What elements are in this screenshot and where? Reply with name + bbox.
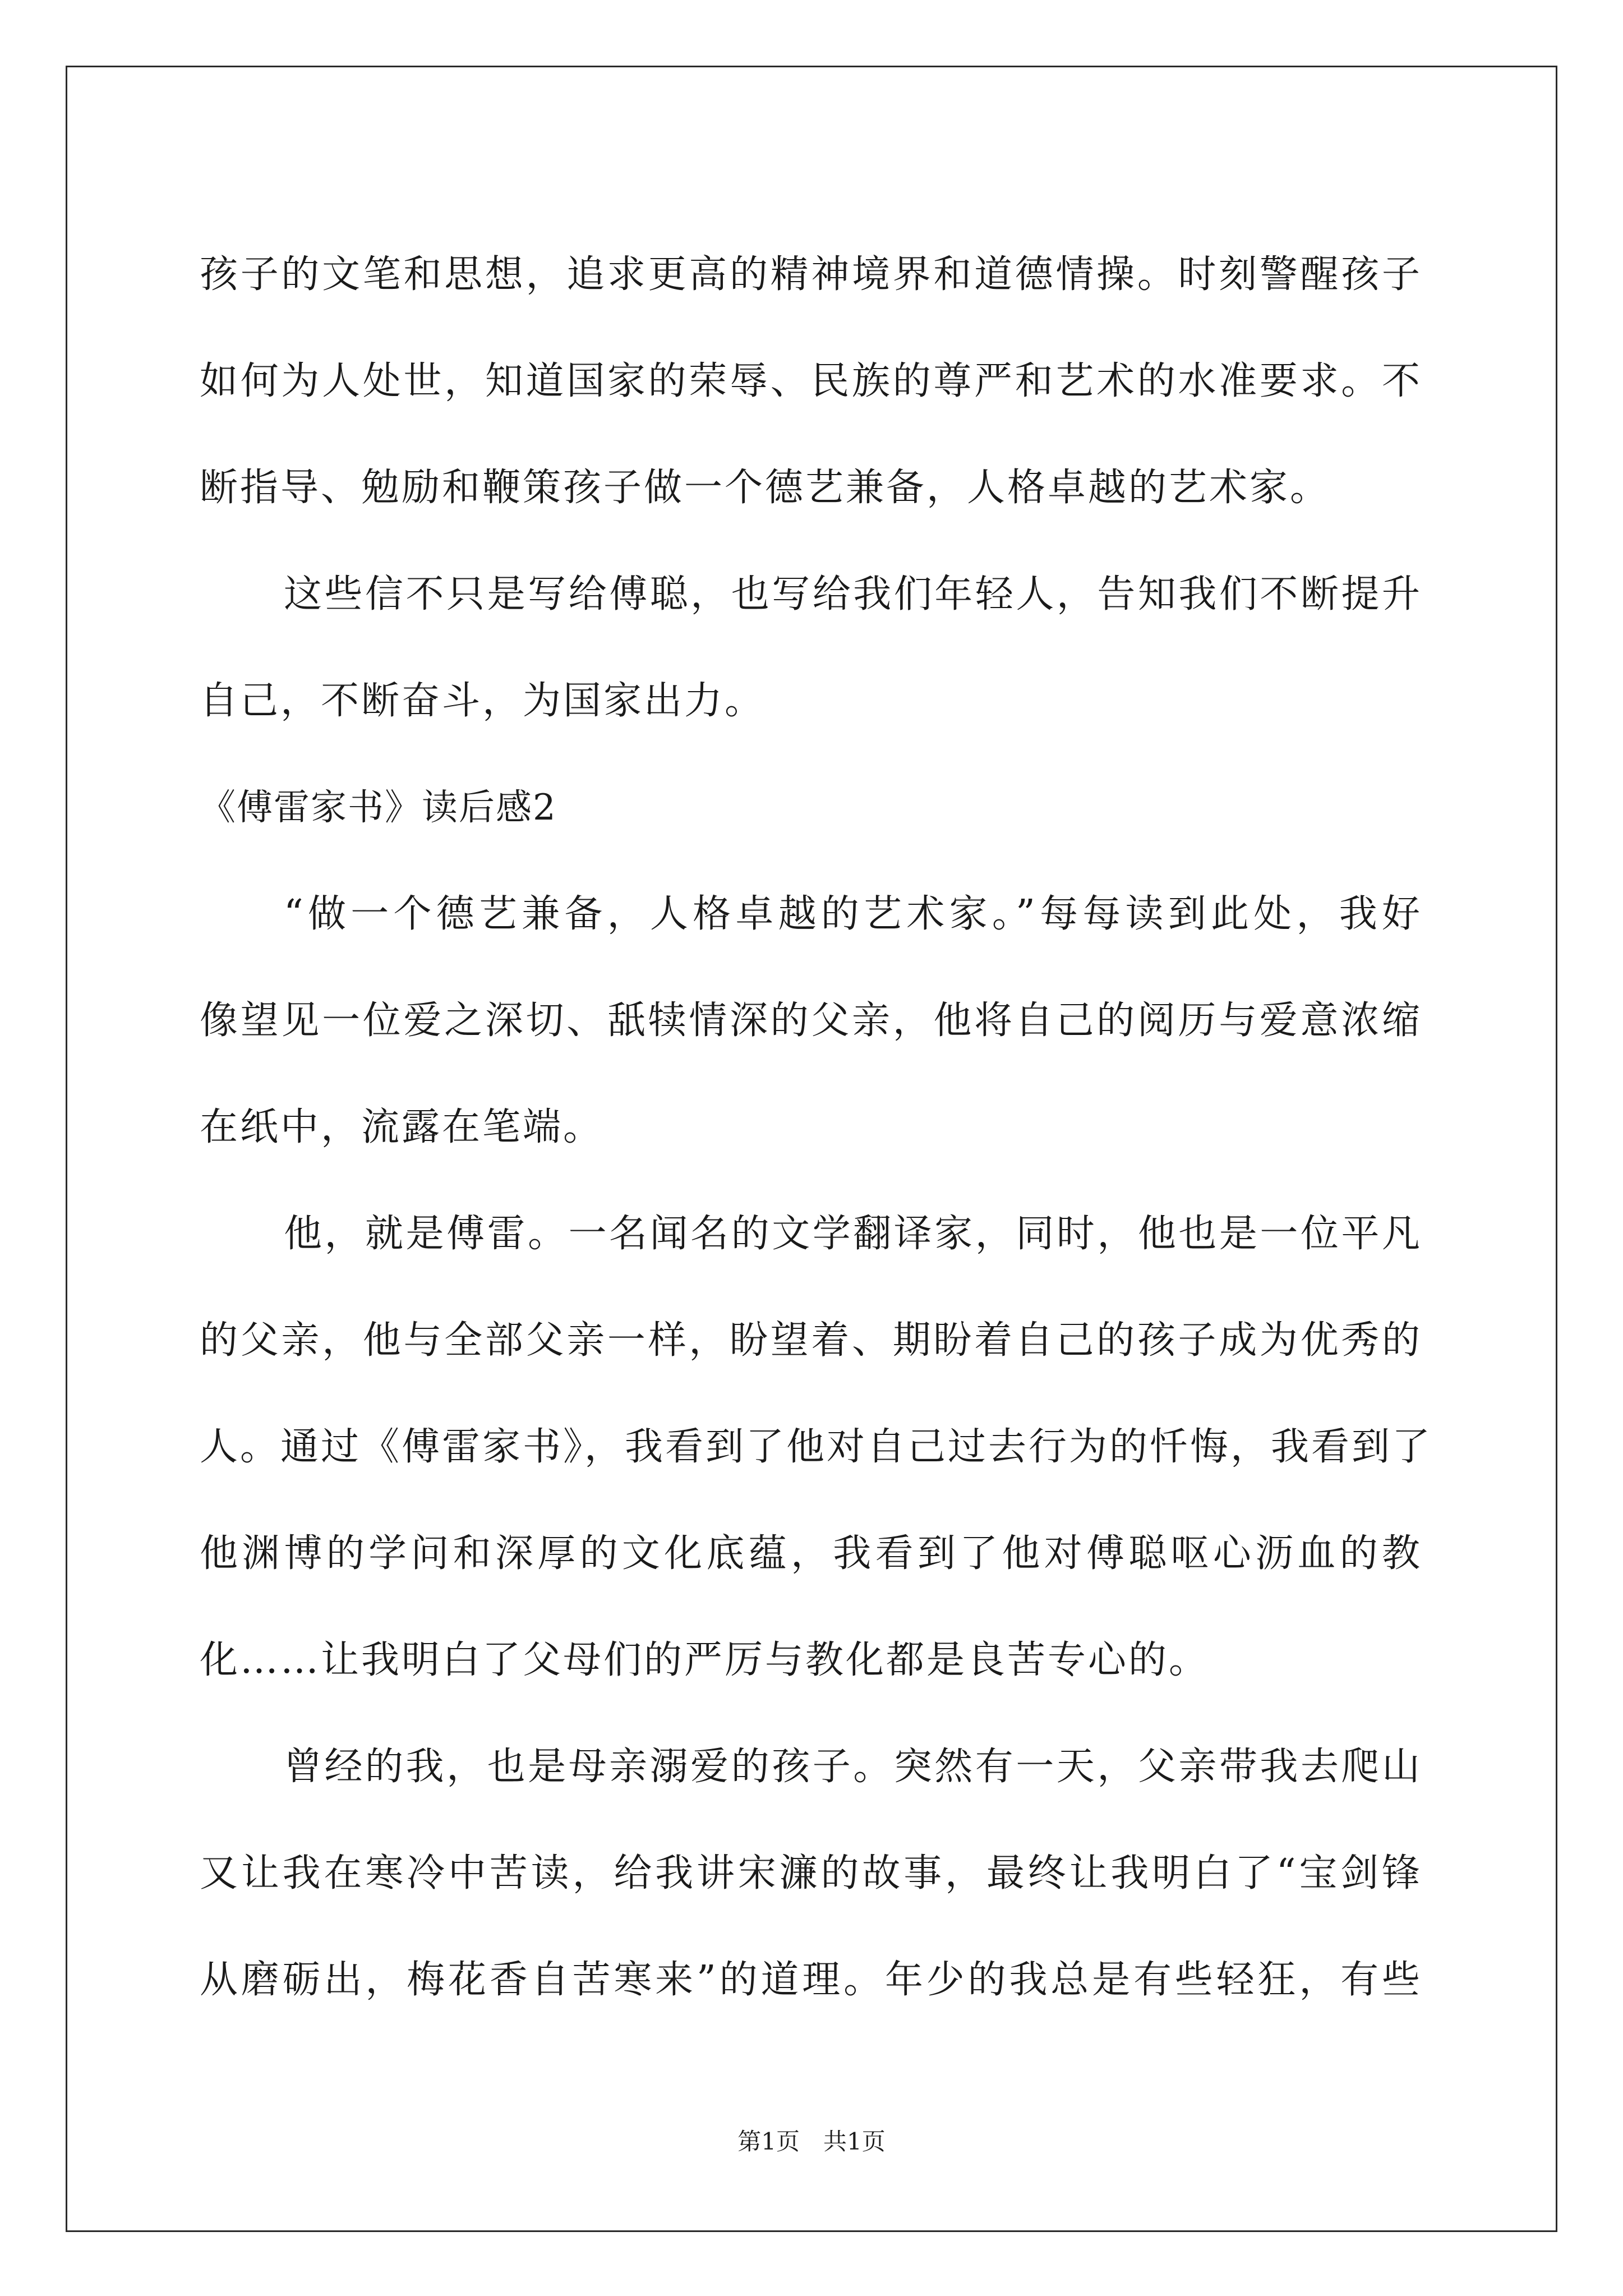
text-line: 这些信不只是写给傅聪，也写给我们年轻人，告知我们不断提升 <box>284 572 1422 616</box>
text-line: 他渊博的学问和深厚的文化底蕴，我看到了他对傅聪呕心沥血的教 <box>200 1531 1422 1576</box>
text-line: 在纸中，流露在笔端。 <box>200 1105 604 1149</box>
text-line: 的父亲，他与全部父亲一样，盼望着、期盼着自己的孩子成为优秀的 <box>200 1318 1422 1363</box>
text-line: 自己，不断奋斗，为国家出力。 <box>200 679 766 723</box>
text-line: 他，就是傅雷。一名闻名的文学翻译家，同时，他也是一位平凡 <box>284 1212 1422 1256</box>
text-line: 像望见一位爱之深切、舐犊情深的父亲，他将自己的阅历与爱意浓缩 <box>200 999 1422 1043</box>
text-line: 人。通过《傅雷家书》，我看到了他对自己过去行为的忏悔，我看到了 <box>200 1425 1433 1469</box>
text-line: 孩子的文笔和思想，追求更高的精神境界和道德情操。时刻警醒孩子 <box>200 252 1422 297</box>
text-line: 曾经的我，也是母亲溺爱的孩子。突然有一天，父亲带我去爬山 <box>284 1745 1422 1789</box>
text-line: 化……让我明白了父母们的严厉与教化都是良苦专心的。 <box>200 1638 1210 1682</box>
text-line: 断指导、勉励和鞭策孩子做一个德艺兼备，人格卓越的艺术家。 <box>200 466 1331 510</box>
text-line: 又让我在寒冷中苦读，给我讲宋濂的故事，最终让我明白了“宝剑锋 <box>200 1851 1422 1895</box>
text-line: 如何为人处世，知道国家的荣辱、民族的尊严和艺术的水准要求。不 <box>200 359 1422 403</box>
text-line: 从磨砺出，梅花香自苦寒来”的道理。年少的我总是有些轻狂，有些 <box>200 1958 1422 2002</box>
section-heading: 《傅雷家书》读后感2 <box>200 787 557 829</box>
document-body <box>200 222 1433 2033</box>
text-line: “做一个德艺兼备，人格卓越的艺术家。”每每读到此处，我好 <box>284 892 1422 936</box>
page-footer: 第1页 共1页 <box>737 2128 886 2155</box>
